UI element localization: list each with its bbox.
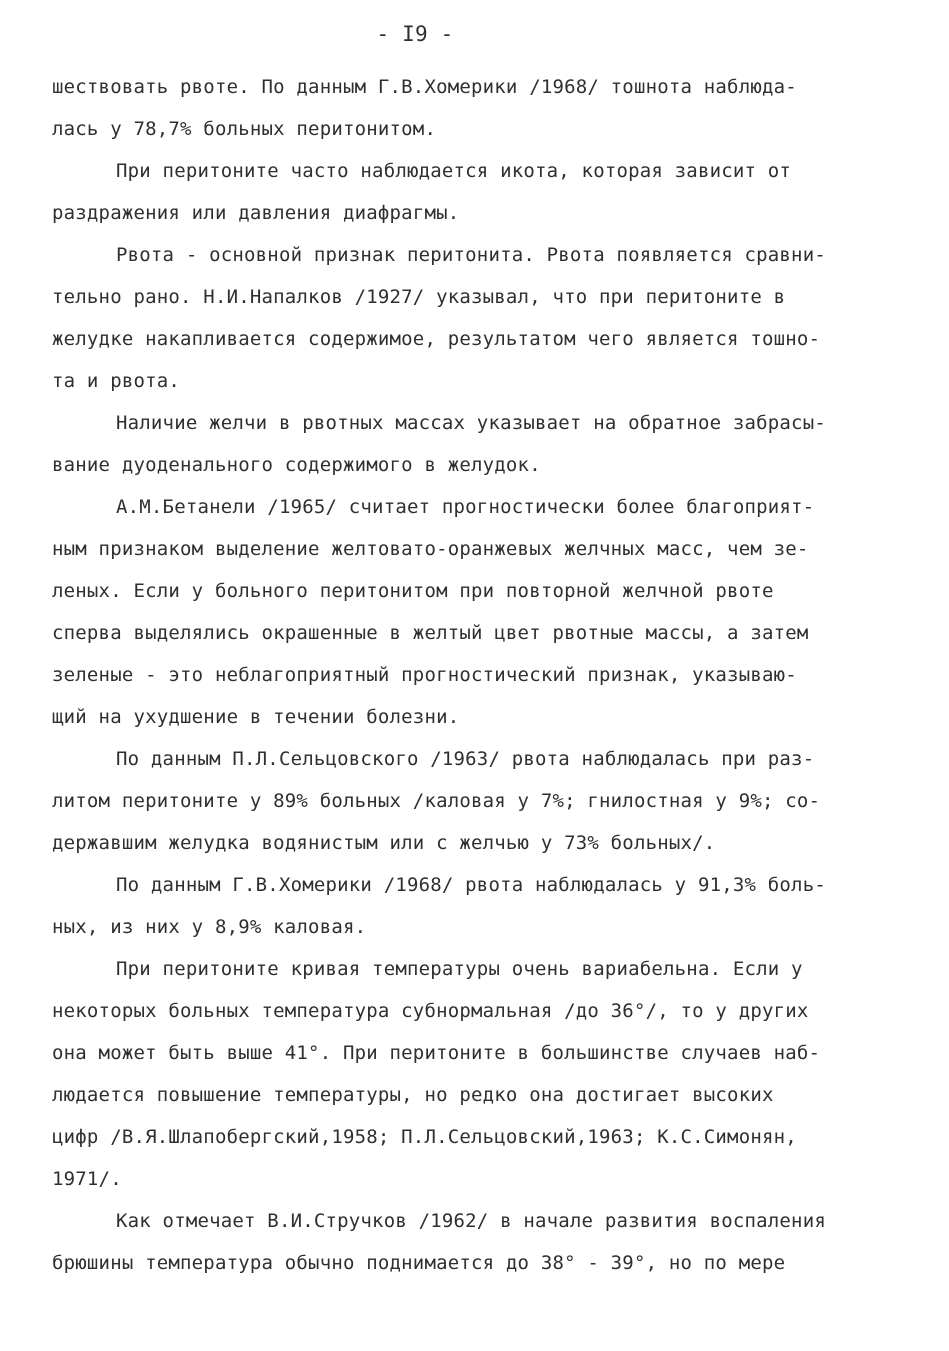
text-line: державшим желудка водянистым или с желчью у 73% больных/. xyxy=(52,832,716,854)
text-line: По данным Г.В.Хомерики /1968/ рвота наблюдалась у 91,3% боль- xyxy=(116,874,826,896)
text-line: людается повышение температуры, но редко она достигает высоких xyxy=(52,1084,774,1106)
text-line: ным признаком выделение желтовато-оранжевых желчных масс, чем зе- xyxy=(52,538,809,560)
page-number: - I9 - xyxy=(376,22,454,46)
text-line: Наличие желчи в рвотных массах указывает на обратное забрасы- xyxy=(116,412,826,434)
text-line: раздражения или давления диафрагмы. xyxy=(52,202,460,224)
text-line: шествовать рвоте. По данным Г.В.Хомерики /1968/ тошнота наблюда- xyxy=(52,76,797,98)
text-line: сперва выделялись окрашенные в желтый цвет рвотные массы, а затем xyxy=(52,622,809,644)
text-line: некоторых больных температура субнормальная /до 36°/, то у других xyxy=(52,1000,809,1022)
text-line: При перитоните часто наблюдается икота, которая зависит от xyxy=(116,160,792,182)
text-line: она может быть выше 41°. При перитоните в большинстве случаев наб- xyxy=(52,1042,821,1064)
text-line: та и рвота. xyxy=(52,370,181,392)
body-text xyxy=(52,66,912,1284)
text-line: желудке накапливается содержимое, результатом чего является тошно- xyxy=(52,328,821,350)
text-line: 1971/. xyxy=(52,1168,122,1190)
text-line: вание дуоденального содержимого в желудок. xyxy=(52,454,541,476)
text-line: По данным П.Л.Сельцовского /1963/ рвота наблюдалась при раз- xyxy=(116,748,815,770)
text-line: А.М.Бетанели /1965/ считает прогностически более благоприят- xyxy=(116,496,815,518)
text-line: щий на ухудшение в течении болезни. xyxy=(52,706,460,728)
text-line: брюшины температура обычно поднимается до 38° - 39°, но по мере xyxy=(52,1252,786,1274)
text-line: ных, из них у 8,9% каловая. xyxy=(52,916,367,938)
text-line: Как отмечает В.И.Стручков /1962/ в начале развития воспаления xyxy=(116,1210,826,1232)
text-line: зеленые - это неблагоприятный прогностический признак, указываю- xyxy=(52,664,797,686)
text-line: тельно рано. Н.И.Напалков /1927/ указывал, что при перитоните в xyxy=(52,286,786,308)
text-line: лась у 78,7% больных перитонитом. xyxy=(52,118,437,140)
text-line: литом перитоните у 89% больных /каловая у 7%; гнилостная у 9%; со- xyxy=(52,790,821,812)
text-line: При перитоните кривая температуры очень вариабельна. Если у xyxy=(116,958,803,980)
text-line: Рвота - основной признак перитонита. Рвота появляется сравни- xyxy=(116,244,826,266)
text-line: цифр /В.Я.Шлапобергский,1958; П.Л.Сельцовский,1963; К.С.Симонян, xyxy=(52,1126,797,1148)
text-line: леных. Если у больного перитонитом при повторной желчной рвоте xyxy=(52,580,774,602)
